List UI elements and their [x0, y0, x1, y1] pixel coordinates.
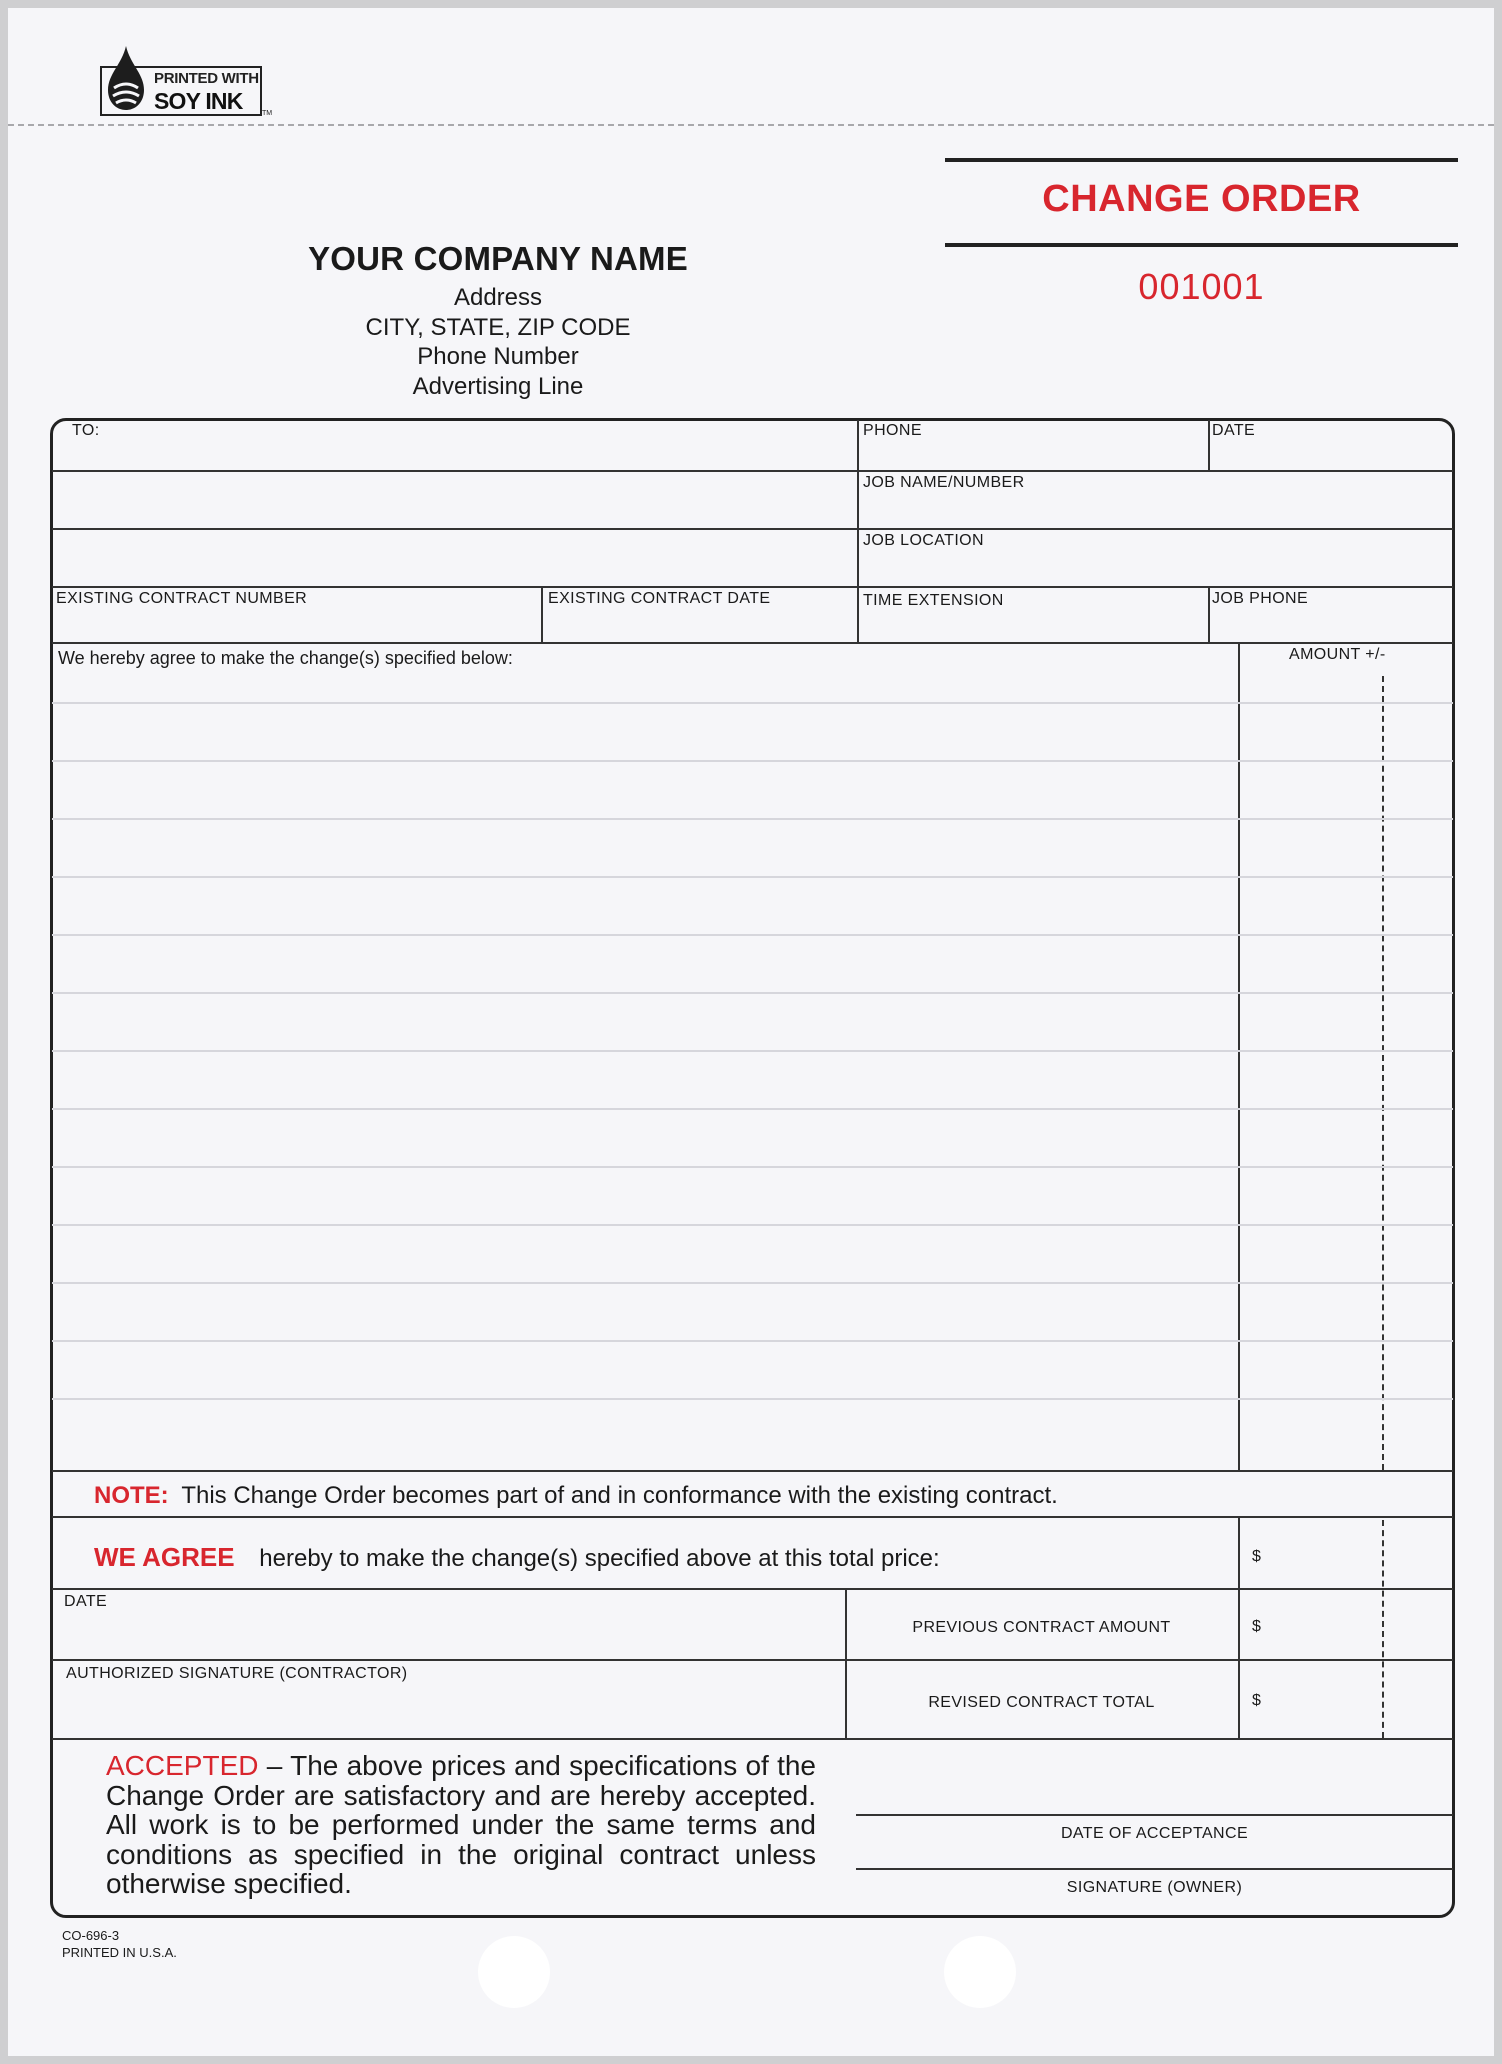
grid-line [857, 420, 859, 642]
binding-hole [478, 1936, 550, 2008]
perforation-line [8, 124, 1494, 126]
company-name: YOUR COMPANY NAME [308, 240, 688, 277]
field-existing-contract-date[interactable]: EXISTING CONTRACT DATE [548, 590, 771, 607]
form-code: CO-696-3 [62, 1928, 120, 1943]
total-column-divider [1238, 1516, 1240, 1738]
agree-label: WE AGREE [94, 1542, 235, 1572]
printed-in: PRINTED IN U.S.A. [62, 1945, 177, 1960]
writing-line[interactable] [52, 1166, 1453, 1168]
owner-signature: SIGNATURE (OWNER) [1066, 1879, 1243, 1896]
date-of-acceptance: DATE OF ACCEPTANCE [1060, 1825, 1249, 1842]
acceptance-date-line[interactable] [856, 1814, 1453, 1816]
total-cents-divider [1382, 1520, 1384, 1738]
logo-line-1: PRINTED WITH [154, 70, 259, 87]
amount-header: AMOUNT +/- [1289, 646, 1386, 663]
accepted-paragraph [106, 1751, 816, 1899]
field-date[interactable]: DATE [1212, 422, 1256, 439]
binding-hole [944, 1936, 1016, 2008]
grid-line [52, 470, 1453, 472]
writing-line[interactable] [52, 876, 1453, 878]
writing-line[interactable] [52, 1340, 1453, 1342]
ink-drop-icon [104, 44, 148, 112]
changes-intro: We hereby agree to make the change(s) specified below: [58, 648, 513, 668]
note-text: This Change Order becomes part of and in conformance with the existing contract. [181, 1482, 1058, 1509]
accepted-text: – The above prices and specifications of the Change Order are satisfactory and are hereby accepted. All work is to be performed under the same terms and conditions as specified in the original contract unless otherwise specified. [106, 1750, 817, 1899]
title-bottom-rule [945, 243, 1458, 247]
writing-line[interactable] [52, 702, 1453, 704]
grid-line [52, 642, 1453, 644]
revised-contract-total: REVISED CONTRACT TOTAL [928, 1694, 1155, 1711]
form-number: 001001 [1138, 266, 1265, 307]
title-top-rule [945, 158, 1458, 162]
field-time-extension[interactable]: TIME EXTENSION [863, 592, 1004, 609]
grid-line [52, 1659, 1453, 1661]
writing-line[interactable] [52, 1224, 1453, 1226]
grid-line [52, 586, 1453, 588]
grid-line [52, 1738, 1453, 1740]
company-city: CITY, STATE, ZIP CODE [365, 313, 631, 341]
field-job-phone[interactable]: JOB PHONE [1212, 590, 1309, 607]
company-advertising: Advertising Line [412, 372, 584, 400]
grid-line [541, 586, 543, 642]
field-existing-contract-number[interactable]: EXISTING CONTRACT NUMBER [56, 590, 308, 607]
signoff-date[interactable]: DATE [64, 1593, 108, 1610]
grid-line [52, 1588, 1453, 1590]
grid-line [845, 1588, 847, 1738]
logo-line-2: SOY INK [154, 88, 243, 114]
field-job-name[interactable]: JOB NAME/NUMBER [863, 474, 1025, 491]
cents-divider [1382, 676, 1384, 1470]
revised-currency[interactable]: $ [1252, 1692, 1262, 1709]
contractor-signature[interactable]: AUTHORIZED SIGNATURE (CONTRACTOR) [66, 1665, 408, 1682]
trademark-mark: TM [262, 110, 273, 117]
change-order-form-page [8, 8, 1494, 2056]
owner-signature-line[interactable] [856, 1868, 1453, 1870]
field-job-location[interactable]: JOB LOCATION [863, 532, 984, 549]
grid-line [52, 1516, 1453, 1518]
company-block [248, 240, 748, 401]
writing-line[interactable] [52, 818, 1453, 820]
writing-line[interactable] [52, 1282, 1453, 1284]
agree-text: hereby to make the change(s) specified above at this total price: [259, 1545, 940, 1572]
note-label: NOTE: [94, 1482, 169, 1509]
field-to[interactable]: TO: [72, 422, 100, 439]
grid-line [52, 1470, 1453, 1472]
grid-line [52, 528, 1453, 530]
field-phone[interactable]: PHONE [863, 422, 922, 439]
note-row [94, 1482, 1058, 1510]
previous-currency[interactable]: $ [1252, 1618, 1262, 1635]
previous-contract-amount: PREVIOUS CONTRACT AMOUNT [912, 1619, 1171, 1636]
writing-line[interactable] [52, 1108, 1453, 1110]
company-address: Address [453, 284, 543, 311]
writing-line[interactable] [52, 992, 1453, 994]
writing-line[interactable] [52, 760, 1453, 762]
writing-line[interactable] [52, 1398, 1453, 1400]
grid-line [1208, 420, 1210, 470]
form-title: CHANGE ORDER [1042, 178, 1361, 220]
soy-ink-logo [90, 38, 273, 126]
company-phone: Phone Number [417, 343, 579, 370]
writing-line[interactable] [52, 1050, 1453, 1052]
amount-column-divider [1238, 642, 1240, 1470]
total-currency[interactable]: $ [1252, 1548, 1262, 1565]
accepted-label: ACCEPTED [106, 1750, 259, 1781]
writing-line[interactable] [52, 934, 1453, 936]
grid-line [1208, 586, 1210, 642]
agree-row [94, 1542, 940, 1573]
